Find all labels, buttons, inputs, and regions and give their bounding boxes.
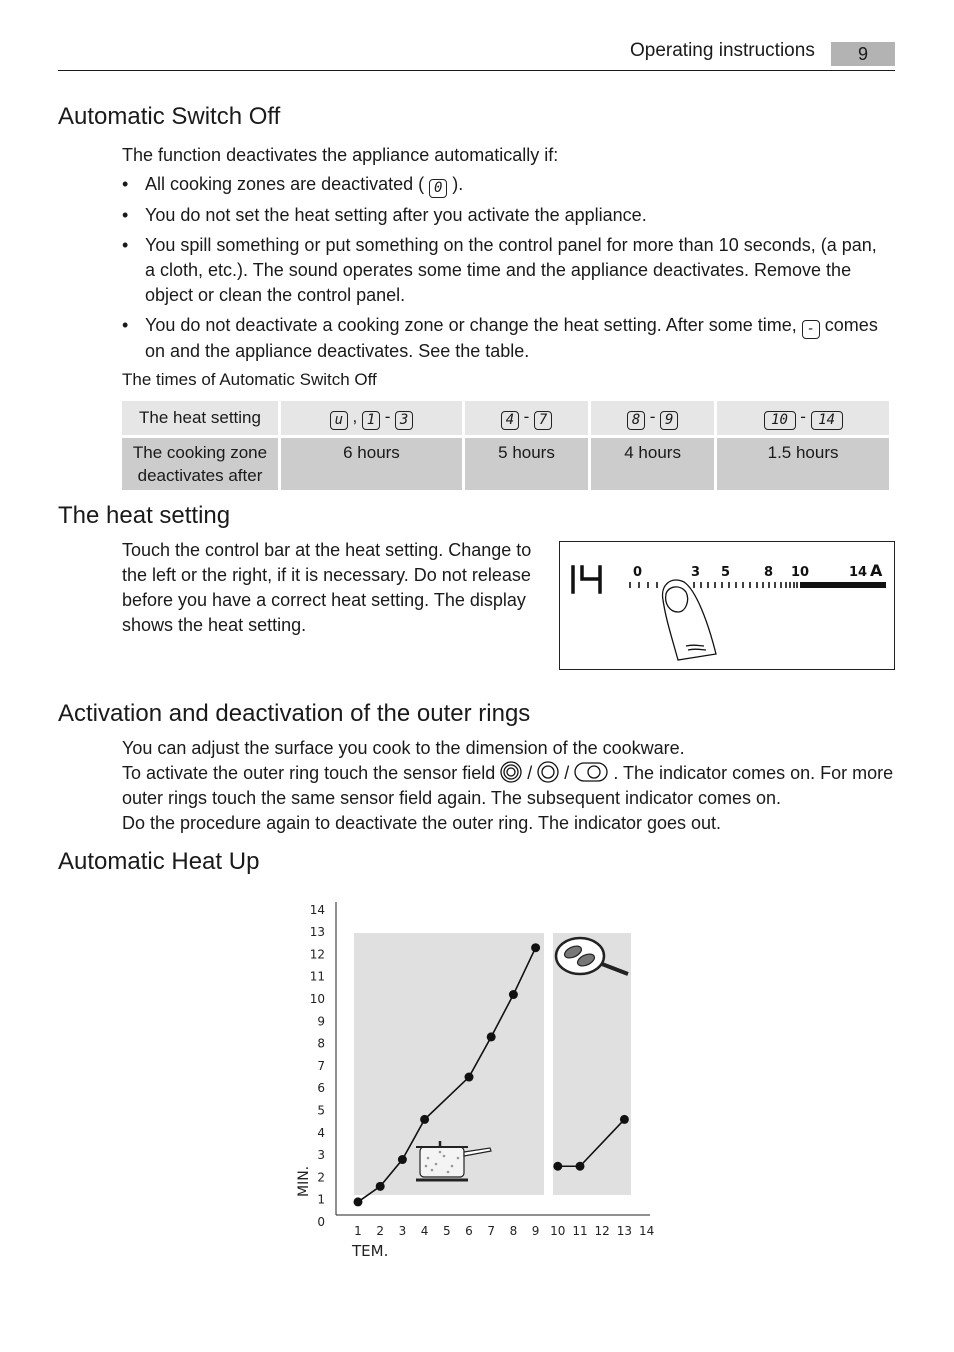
switch-off-table: [119, 398, 892, 493]
list-item: • You spill something or put something on the control panel for more than 10 seconds, (a pan, a cloth, etc.). The sound operates some time and the appliance deactivates. Remove the object or clean the control panel.: [122, 233, 887, 308]
header-rule: [58, 70, 895, 71]
scale-ticks: [630, 582, 797, 588]
x-tick-label: 10: [550, 1224, 566, 1238]
heading-outer-rings: Activation and deactivation of the outer rings: [58, 700, 531, 727]
x-tick-label: 3: [398, 1224, 407, 1238]
range-cell: u , 1 - 3: [281, 401, 462, 435]
y-tick-label: 9: [317, 1014, 325, 1029]
x-tick-label: 2: [376, 1224, 385, 1238]
data-point: [376, 1182, 385, 1191]
y-tick-label: 12: [309, 947, 325, 962]
y-axis-label: MIN.: [296, 1165, 312, 1197]
range-cell: 10 - 14: [717, 401, 889, 435]
x-tick-label: 8: [509, 1224, 518, 1238]
x-axis-label: TEM.: [352, 1242, 389, 1260]
scale-label: 5: [721, 565, 731, 580]
condition-list: [122, 172, 887, 369]
y-tick-label: 14: [309, 902, 325, 917]
row-header-deactivates: The cooking zone deactivates after: [122, 438, 278, 490]
running-header: Operating instructions: [630, 40, 815, 61]
dash-display-symbol: -: [802, 320, 820, 339]
oval-ring-icon: [574, 761, 608, 783]
scale-label: 8: [764, 565, 774, 580]
triple-ring-icon: [500, 761, 522, 783]
time-cell: 1.5 hours: [717, 438, 889, 490]
data-point: [420, 1115, 429, 1124]
x-tick-label: 13: [616, 1224, 633, 1238]
y-tick-label: 10: [309, 992, 325, 1006]
data-point: [576, 1162, 585, 1171]
display-digits: [573, 567, 600, 592]
heat-up-chart: [290, 890, 670, 1270]
y-tick-label: 6: [317, 1081, 325, 1096]
scale-label: 10: [791, 565, 810, 580]
page-number: 9: [831, 42, 895, 66]
list-item: • You do not set the heat setting after you activate the appliance.: [122, 203, 887, 228]
y-tick-label: 8: [317, 1036, 325, 1051]
x-tick-label: 1: [354, 1224, 362, 1238]
heading-automatic-switch-off: Automatic Switch Off: [58, 103, 281, 130]
y-tick-label: 11: [309, 969, 325, 984]
y-tick-label: 3: [317, 1148, 325, 1163]
data-point: [398, 1155, 407, 1164]
y-tick-label: 13: [309, 925, 325, 940]
data-point: [509, 990, 518, 999]
table-row: [122, 401, 889, 435]
x-tick-label: 7: [487, 1224, 496, 1238]
heat-setting-text: Touch the control bar at the heat setting. Change to the left or the right, if it is necessary. Do not release before you have a correct heat setting. The display shows the heat setting.: [122, 540, 532, 635]
zero-display-symbol: 0: [429, 179, 447, 198]
data-point: [487, 1032, 496, 1041]
list-item: • You do not deactivate a cooking zone or change the heat setting. After some time, - comes on and the appliance deactivates. See the table.: [122, 313, 887, 364]
scale-label: 0: [633, 565, 643, 580]
y-tick-label: 7: [317, 1058, 325, 1073]
y-tick-label: 4: [317, 1125, 325, 1140]
x-tick-label: 9: [531, 1224, 540, 1238]
range-cell: 8 - 9: [591, 401, 714, 435]
double-ring-icon: [537, 761, 559, 783]
scale-bar-filled: [800, 582, 886, 588]
y-tick-label: 2: [317, 1170, 325, 1185]
data-point: [531, 943, 540, 952]
x-tick-label: 14: [638, 1224, 655, 1238]
table-caption: The times of Automatic Switch Off: [122, 370, 377, 389]
heading-heat-setting: The heat setting: [58, 502, 231, 529]
x-tick-label: 5: [442, 1224, 451, 1238]
finger-icon: [663, 580, 716, 660]
data-point: [465, 1073, 474, 1082]
display-value: 14: [586, 602, 588, 603]
range-cell: 4 - 7: [465, 401, 588, 435]
y-tick-label: 1: [317, 1192, 325, 1207]
y-tick-label: 5: [317, 1103, 325, 1118]
data-point: [620, 1115, 629, 1124]
x-tick-label: 4: [420, 1224, 429, 1238]
scale-label: 14: [849, 565, 868, 580]
list-item: • All cooking zones are deactivated ( 0 ).: [122, 172, 887, 198]
time-cell: 5 hours: [465, 438, 588, 490]
row-header-heat-setting: The heat setting: [122, 401, 278, 435]
data-point: [354, 1197, 363, 1206]
table-row: [122, 438, 889, 490]
scale-label: 3: [691, 565, 701, 580]
outer-rings-text: You can adjust the surface you cook to the dimension of the cookware. To activate the outer ring touch the sensor field / / . The indicator comes on. For more outer rings touch the same sensor field again. The subsequent indicator comes on. Do the procedure again to deactivate the outer ring. The indicator goes out.: [122, 738, 894, 833]
heading-automatic-heat-up: Automatic Heat Up: [58, 848, 260, 875]
heat-up-chart-svg: [290, 890, 670, 1270]
intro-text: The function deactivates the appliance automatically if:: [122, 145, 559, 165]
data-point: [553, 1162, 562, 1171]
time-cell: 4 hours: [591, 438, 714, 490]
x-tick-label: 6: [465, 1224, 473, 1238]
y-tick-label: 0: [317, 1215, 325, 1229]
x-tick-label: 12: [594, 1224, 610, 1238]
control-bar-illustration: [559, 541, 895, 670]
scale-label: A: [870, 561, 883, 580]
x-tick-label: 11: [572, 1224, 588, 1238]
time-cell: 6 hours: [281, 438, 462, 490]
